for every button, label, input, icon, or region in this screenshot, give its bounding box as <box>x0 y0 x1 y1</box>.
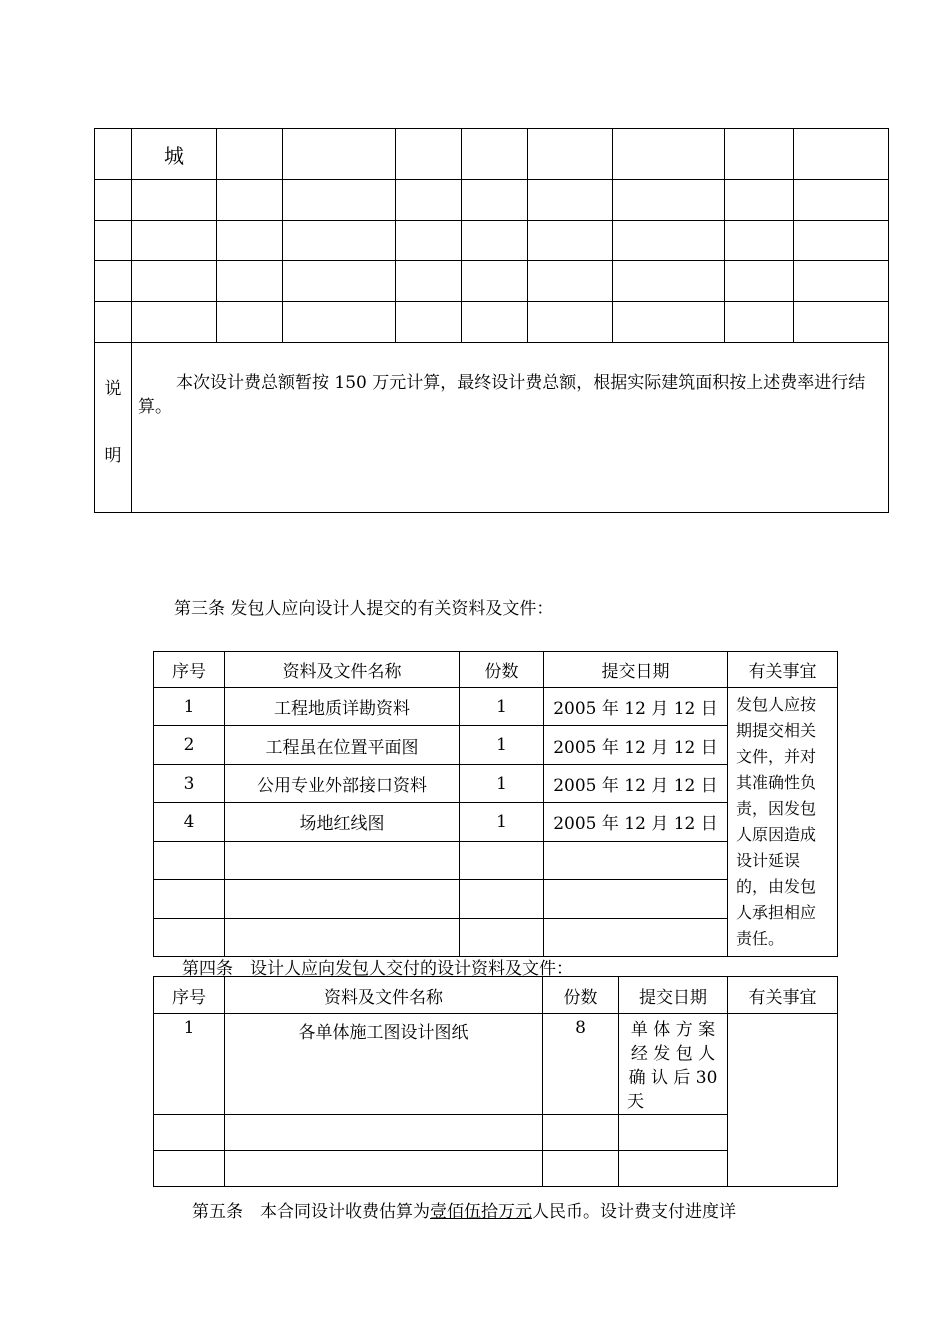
table-row <box>95 221 889 261</box>
note-text: 本次设计费总额暂按 150 万元计算，最终设计费总额，根据实际建筑面积按上述费率进行结算。 <box>132 343 889 513</box>
note-label: 说 明 <box>95 343 132 513</box>
table-header-row <box>154 652 838 688</box>
fee-table-cell: 城 <box>132 129 217 180</box>
table-header-row <box>154 977 838 1014</box>
article-5-text: 第五条 本合同设计收费估算为壹佰伍拾万元人民币。设计费支付进度详 <box>192 1202 736 1222</box>
date-cell: 单 体 方 案 经 发 包 人 确 认 后 30 天 <box>619 1014 728 1115</box>
header-cell: 有关事宜 <box>728 977 838 1014</box>
table-row: 4 场地红线图 1 2005 年 12 月 12 日 <box>154 803 838 841</box>
header-cell: 份数 <box>460 652 544 688</box>
article-3-heading: 第三条 发包人应向设计人提交的有关资料及文件： <box>174 599 554 619</box>
table-row <box>95 180 889 221</box>
table-row: 2 工程虽在位置平面图 1 2005 年 12 月 12 日 <box>154 726 838 764</box>
fee-amount: 壹佰伍拾万元 <box>430 1202 532 1222</box>
header-cell: 序号 <box>154 977 225 1014</box>
article-4-heading: 第四条 设计人应向发包人交付的设计资料及文件： <box>182 959 573 979</box>
notes-cell: 发包人应按 期提交相关 文件，并对 其准确性负 责，因发包 人原因造成 设计延误 的，由发包 人承担相应 责任。 <box>728 688 838 957</box>
table-row: 1 各单体施工图设计图纸 8 单 体 方 案 经 发 包 人 确 认 后 30 天 <box>154 1014 838 1115</box>
header-cell: 提交日期 <box>619 977 728 1014</box>
table-row <box>95 261 889 302</box>
header-cell: 有关事宜 <box>728 652 838 688</box>
header-cell: 资料及文件名称 <box>225 977 543 1014</box>
header-cell: 序号 <box>154 652 225 688</box>
table-row <box>95 302 889 343</box>
client-documents-table <box>153 651 838 957</box>
header-cell: 资料及文件名称 <box>225 652 460 688</box>
header-cell: 份数 <box>543 977 619 1014</box>
table-row: 1 工程地质详勘资料 1 2005 年 12 月 12 日 发包人应按 期提交相关 文件，并对 其准确性负 责，因发包 人原因造成 设计延误 的，由发包 人承担相应 责任。 <box>154 688 838 726</box>
fee-table <box>94 128 889 513</box>
designer-deliverables-table <box>153 976 838 1187</box>
table-row: 3 公用专业外部接口资料 1 2005 年 12 月 12 日 <box>154 764 838 802</box>
table-row <box>95 129 889 180</box>
header-cell: 提交日期 <box>544 652 728 688</box>
table-row <box>95 343 889 513</box>
